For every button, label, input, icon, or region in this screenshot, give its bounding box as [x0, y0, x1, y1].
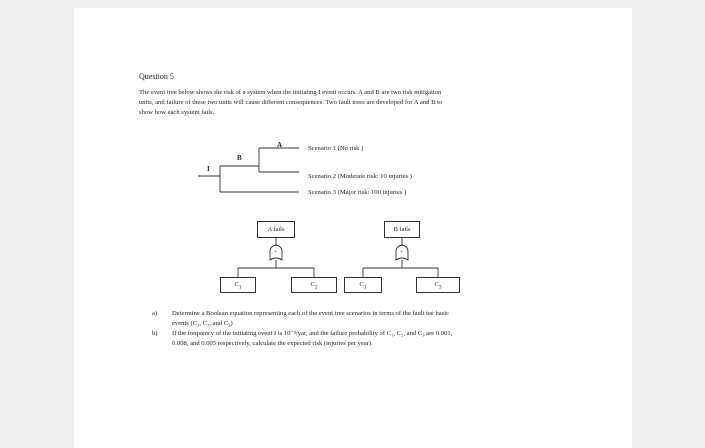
basic-event-c1-a	[220, 277, 256, 293]
document-page	[74, 8, 632, 448]
initiating-event-label: I	[207, 165, 210, 173]
scenario-2-label: Scenario 2 (Moderate risk: 10 injuries )	[308, 173, 413, 180]
basic-event-letter: C	[310, 281, 315, 288]
task-b-marker: b)	[152, 330, 158, 337]
basic-event-c3-b	[416, 277, 460, 293]
task-b-line: 0.008, and 0.005 respectively, calculate the expected risk (injuries per year).	[172, 340, 373, 347]
or-gate-b-symbol: +	[400, 249, 404, 255]
basic-event-sub: 2	[314, 284, 318, 291]
basic-event-c2-a	[291, 277, 337, 293]
task-b-line: If the frequency of the initiating event I is 10⁻³/yar, and the failure probability of C₁, C₂, and C₃ are 0.001,	[172, 330, 453, 337]
question-title: Question 5	[139, 72, 174, 81]
branch-b-label: B	[237, 154, 242, 162]
task-list	[152, 309, 452, 349]
or-gate-a-symbol: +	[274, 249, 278, 255]
scenario-1-label: Scenario 1 (No risk )	[308, 145, 364, 152]
intro-line: The event tree below shows the risk of a system when the initiating I event occurs. A and B are two risk mitigation	[139, 89, 442, 96]
basic-event-sub: 3	[438, 284, 442, 291]
fault-tree-a-top-event: A fails	[257, 221, 295, 238]
task-a-marker: a)	[152, 310, 158, 317]
intro-line: units, and failure of these two units will cause different consequences. Two fault trees are developed for A and B to	[139, 99, 443, 106]
task-a-line: Determine a Boolean equation representing each of the event tree scenarios in terms of the fault tee basic	[172, 310, 450, 317]
fault-tree-b-top-event: B fails	[384, 221, 420, 238]
task-a-line: events (C₁, C₂, and C₃)	[172, 320, 233, 327]
event-tree-lines	[198, 148, 299, 192]
basic-event-letter: C	[359, 281, 364, 288]
task-a	[152, 309, 452, 329]
basic-event-sub: 1	[363, 284, 367, 291]
fault-tree-b-lines	[363, 238, 438, 277]
diagram-lines	[74, 8, 632, 448]
intro-line: show how each system fails.	[139, 109, 215, 116]
basic-event-letter: C	[434, 281, 439, 288]
task-b	[152, 329, 452, 349]
basic-event-letter: C	[234, 281, 239, 288]
basic-event-c1-b	[344, 277, 382, 293]
branch-a-label: A	[277, 141, 283, 149]
scenario-3-label: Scenario 3 (Major risk: 100 injuries )	[308, 189, 407, 196]
fault-tree-a-lines	[238, 238, 314, 277]
basic-event-sub: 1	[238, 284, 242, 291]
